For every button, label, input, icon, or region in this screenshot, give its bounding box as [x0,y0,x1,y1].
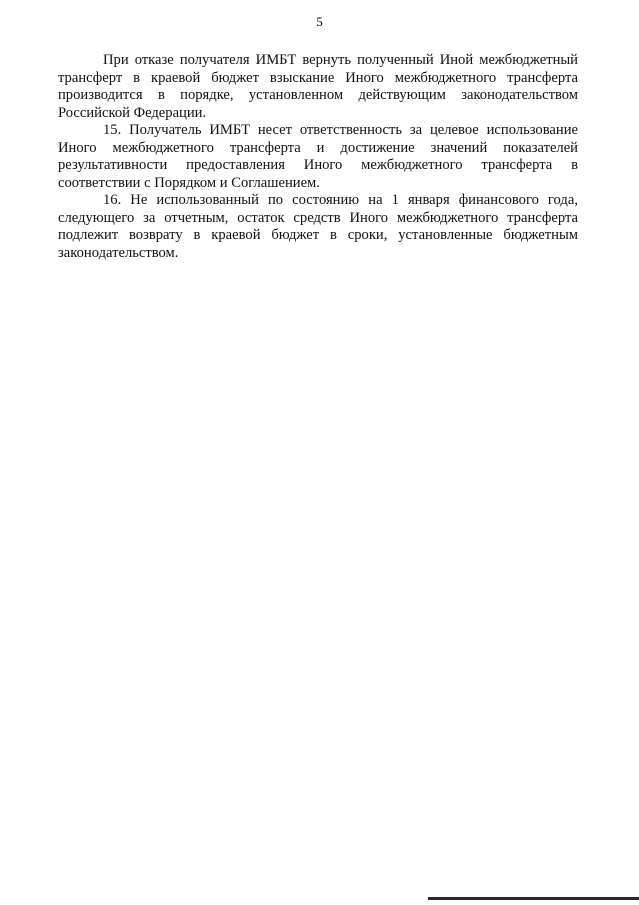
document-body [58,52,578,262]
paragraph-15-responsibility: 15. Получатель ИМБТ несет ответственность за целевое использование Иного межбюджетного трансферта и достижение значений показателей результативности предоставления Иного межбюджетного трансферта в соответствии с Порядком и Соглашением. [58,122,578,191]
page-number: 5 [316,14,323,29]
paragraph-refusal-to-return: При отказе получателя ИМБТ вернуть полученный Иной межбюджетный трансферт в краевой бюджет взыскание Иного межбюджетного трансферта производится в порядке, установленном действующим законодательством Российской Федерации. [58,52,578,121]
paragraph-16-unused-balance: 16. Не использованный по состоянию на 1 января финансового года, следующего за отчетным, остаток средств Иного межбюджетного трансферта подлежит возврату в краевой бюджет в сроки, установленные бюджетным законодательством. [58,192,578,261]
page-bottom-rule [428,897,639,900]
